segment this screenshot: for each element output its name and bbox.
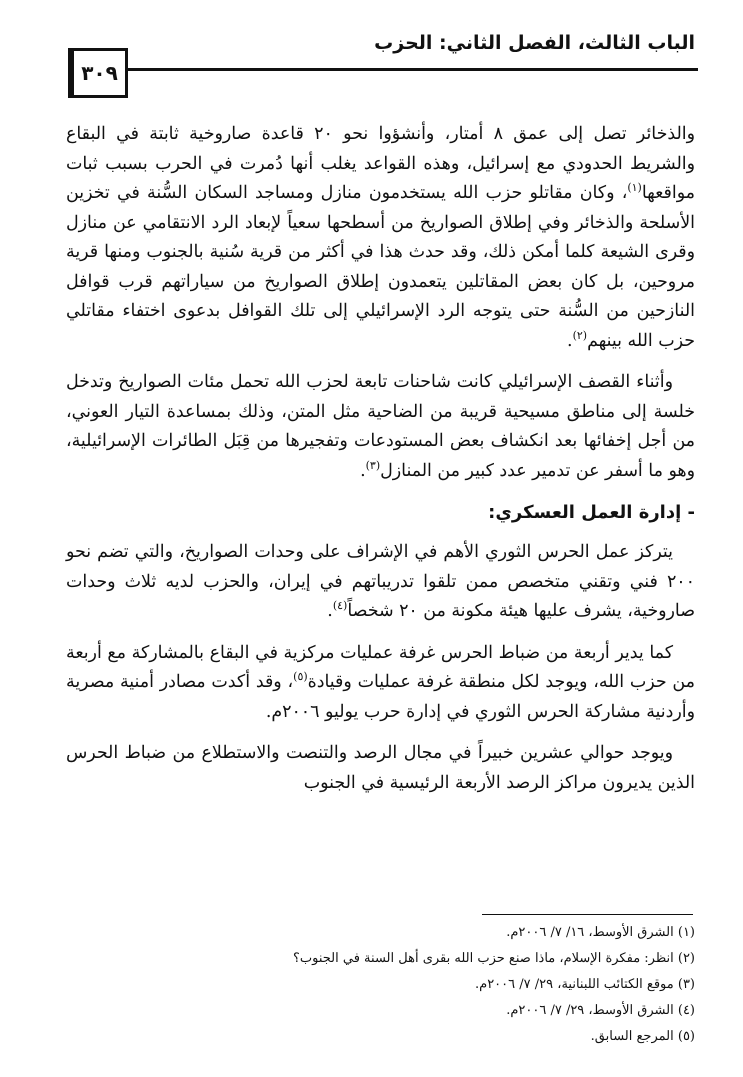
footnote-2: (٢) انظر: مفكرة الإسلام، ماذا صنع حزب الله بقرى أهل السنة في الجنوب؟ <box>293 951 695 966</box>
chapter-title: الباب الثالث، الفصل الثاني: الحزب <box>374 32 695 54</box>
footnote-3: (٣) موقع الكتائب اللبنانية، ٢٩/ ٧/ ٢٠٠٦م. <box>475 977 695 992</box>
paragraph-1-end: . <box>567 330 573 351</box>
paragraph-4-text-b: ، وقد أكدت مصادر أمنية مصرية وأردنية مشاركة الحرس الثوري في إدارة حرب يوليو ٢٠٠٦م. <box>66 672 695 722</box>
paragraph-3-end: . <box>327 601 333 621</box>
footnote-5: (٥) المرجع السابق. <box>590 1029 695 1044</box>
paragraph-1 <box>66 120 695 356</box>
header-rule <box>70 68 698 71</box>
page-number-box <box>68 48 128 98</box>
paragraph-4 <box>66 639 695 728</box>
footnote-ref-1: (١) <box>627 181 642 195</box>
paragraph-5-text: ويوجد حوالي عشرين خبيراً في مجال الرصد والتنصت والاستطلاع من ضباط الحرس الذين يديرون مراكز الرصد الأربعة الرئيسية في الجنوب <box>66 743 695 793</box>
footnote-4: (٤) الشرق الأوسط، ٢٩/ ٧/ ٢٠٠٦م. <box>506 1003 695 1018</box>
page-number: ٣٠٩ <box>81 61 118 85</box>
footnote-1: (١) الشرق الأوسط، ١٦/ ٧/ ٢٠٠٦م. <box>506 925 695 940</box>
footnote-rule <box>482 914 693 915</box>
body-text <box>66 120 695 810</box>
section-heading: - إدارة العمل العسكري: <box>488 502 695 523</box>
footnote-ref-4: (٤) <box>332 599 348 613</box>
paragraph-5 <box>66 739 695 798</box>
paragraph-3 <box>66 538 695 627</box>
paragraph-1-text-b: ، وكان مقاتلو حزب الله يستخدمون منازل ومساجد السكان السُّنة في تخزين الأسلحة والذخائر وفي إطلاق الصواريخ من أسطحها سعياً لإبعاد الرد الانتقامي عن منازل وقرى الشيعة كلما أمكن ذلك، وقد حدث هذا في أكثر من قرية سُنية بالجنوب ومنها قرية مروحين، بل كان بعض المقاتلين يتعمدون إطلاق الصواريخ من سياراتهم قرب قوافل النازحين من السُّنة حتى يتوجه الرد الإسرائيلي إلى تلك القوافل بدعوى اختفاء مقاتلي حزب الله بينهم <box>66 183 695 351</box>
footnote-ref-3: (٣) <box>365 458 381 472</box>
paragraph-4-text: كما يدير أربعة من ضباط الحرس غرفة عمليات مركزية في البقاع بالمشاركة مع أربعة من حزب الله، ويوجد لكل منطقة غرفة عمليات وقيادة <box>66 642 695 692</box>
footnote-ref-2: (٢) <box>572 328 588 342</box>
paragraph-3-text: يتركز عمل الحرس الثوري الأهم في الإشراف على وحدات الصواريخ، والتي تضم نحو ٢٠٠ فني وتقني متخصص ممن تلقوا تدريباتهم في إيران، والحزب لديه ثلاث وحدات صاروخية، يشرف عليها هيئة مكونة من ٢٠ شخصاً <box>66 542 695 621</box>
paragraph-2-text: وأثناء القصف الإسرائيلي كانت شاحنات تابعة لحزب الله تحمل مئات الصواريخ وتدخل خلسة إلى مناطق مسيحية قريبة من الضاحية مثل المتن، وذلك بمساعدة التيار العوني، من أجل إخفائها بعد انكشاف بعض المستودعات وتفجيرها من قِبَل الطائرات الإسرائيلية، وهو ما أسفر عن تدمير عدد كبير من المنازل <box>66 372 695 481</box>
paragraph-2-end: . <box>360 460 366 481</box>
paragraph-2 <box>66 368 695 486</box>
footnotes <box>160 920 695 1050</box>
paragraph-1-text: والذخائر تصل إلى عمق ٨ أمتار، وأنشؤوا نحو ٢٠ قاعدة صاروخية ثابتة في البقاع والشريط الحدودي مع إسرائيل، وهذه القواعد يغلب أنها دُمرت في الحرب بسبب ثبات مواقعها <box>66 124 695 203</box>
footnote-ref-5: (٥) <box>293 670 308 684</box>
